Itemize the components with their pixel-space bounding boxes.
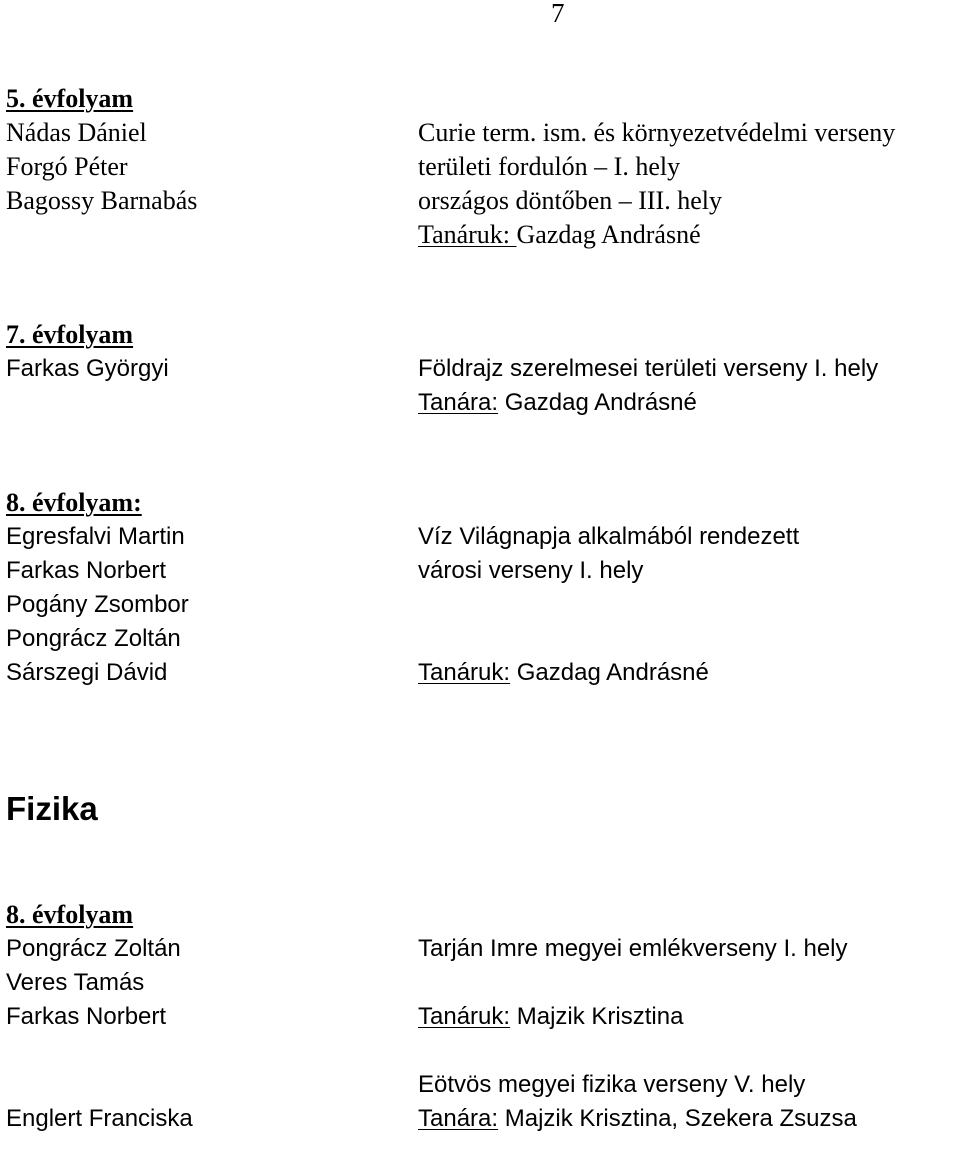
- student-name: Pongrácz Zoltán: [6, 935, 181, 962]
- teacher-label: Tanáruk:: [418, 659, 511, 686]
- student-name: Bagossy Barnabás: [6, 186, 198, 215]
- students-column: [6, 898, 386, 1136]
- spacer: [418, 588, 958, 622]
- teacher-name: Majzik Krisztina, Szekera Zsuzsa: [498, 1105, 857, 1132]
- student-name: Egresfalvi Martin: [6, 523, 185, 550]
- grade-heading: 5. évfolyam: [6, 84, 134, 113]
- results-column: [418, 520, 958, 690]
- result-line: Víz Világnapja alkalmából rendezett: [418, 523, 800, 550]
- results-column: [418, 932, 958, 1136]
- page-number: 7: [551, 0, 565, 28]
- student-name: Englert Franciska: [6, 1105, 193, 1132]
- student-name: Pogány Zsombor: [6, 591, 189, 618]
- result-line: Földrajz szerelmesei területi verseny I. hely: [418, 355, 879, 382]
- student-name: Nádas Dániel: [6, 118, 147, 147]
- result-line: Tarján Imre megyei emlékverseny I. hely: [418, 935, 848, 962]
- result-line: városi verseny I. hely: [418, 557, 644, 584]
- teacher-name: Majzik Krisztina: [510, 1003, 684, 1030]
- teacher-line: [418, 1000, 958, 1034]
- student-name: Farkas Norbert: [6, 1003, 167, 1030]
- student-name: Pongrácz Zoltán: [6, 625, 181, 652]
- students-column: [6, 318, 386, 386]
- grade-heading: 8. évfolyam:: [6, 488, 142, 517]
- grade-heading: 7. évfolyam: [6, 320, 134, 349]
- students-column: [6, 486, 386, 690]
- student-name: Farkas Norbert: [6, 557, 167, 584]
- section-title: Fizika: [6, 790, 98, 827]
- results-column: [418, 352, 958, 420]
- spacer: [6, 1068, 386, 1102]
- teacher-name: Gazdag Andrásné: [498, 389, 697, 416]
- result-line: Eötvös megyei fizika verseny V. hely: [418, 1071, 806, 1098]
- teacher-line: [418, 386, 958, 420]
- grade-heading: 8. évfolyam: [6, 900, 134, 929]
- teacher-label: Tanára:: [418, 389, 499, 416]
- result-line: országos döntőben – III. hely: [418, 186, 722, 215]
- students-column: [6, 82, 386, 218]
- teacher-line: [418, 656, 958, 690]
- teacher-label: Tanáruk:: [418, 1003, 511, 1030]
- teacher-name: Gazdag Andrásné: [516, 220, 701, 249]
- spacer: [418, 622, 958, 656]
- student-name: Veres Tamás: [6, 969, 145, 996]
- teacher-line: [418, 218, 958, 252]
- teacher-line: [418, 1102, 958, 1136]
- result-line: területi fordulón – I. hely: [418, 152, 681, 181]
- teacher-label: Tanára:: [418, 1105, 499, 1132]
- teacher-name: Gazdag Andrásné: [510, 659, 709, 686]
- student-name: Sárszegi Dávid: [6, 659, 168, 686]
- spacer: [6, 1034, 386, 1068]
- spacer: [418, 1034, 958, 1068]
- student-name: Forgó Péter: [6, 152, 128, 181]
- student-name: Farkas Györgyi: [6, 355, 169, 382]
- results-column: [418, 116, 958, 252]
- spacer: [418, 966, 958, 1000]
- result-line: Curie term. ism. és környezetvédelmi verseny: [418, 118, 896, 147]
- teacher-label: Tanáruk:: [418, 220, 517, 249]
